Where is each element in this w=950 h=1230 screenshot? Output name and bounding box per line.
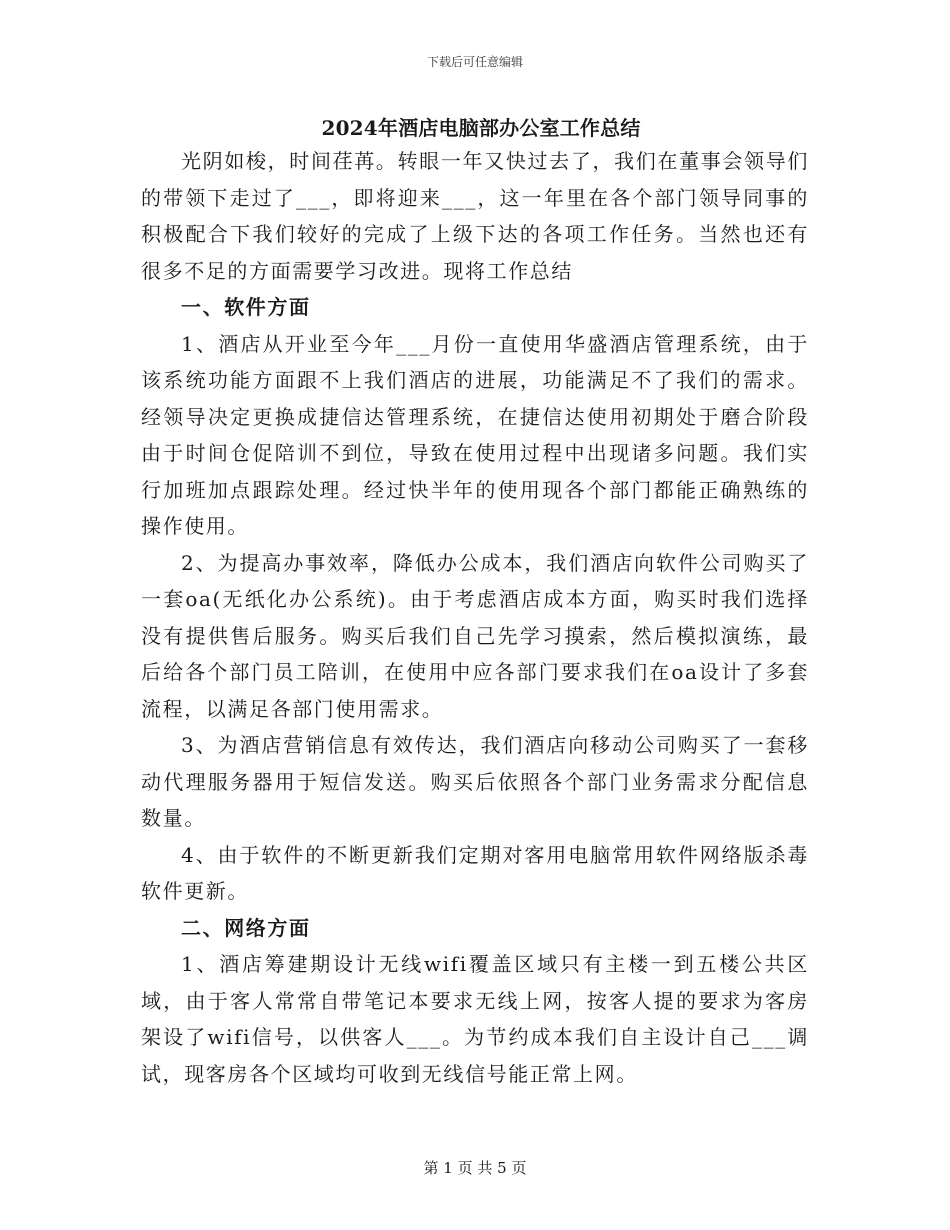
section-heading-network: 二、网络方面: [181, 915, 311, 940]
software-paragraph-4: 4、由于软件的不断更新我们定期对客用电脑常用软件网络版杀毒软件更新。: [141, 842, 809, 903]
document-title: 2024年酒店电脑部办公室工作总结: [321, 116, 641, 140]
header-note: 下载后可任意编辑: [426, 55, 523, 69]
page-number: 第 1 页 共 5 页: [423, 1159, 527, 1177]
document-body: [141, 113, 809, 1092]
intro-paragraph: 光阴如梭，时间荏苒。转眼一年又快过去了，我们在董事会领导们的带领下走过了___，即将迎来___，这一年里在各个部门领导同事的积极配合下我们较好的完成了上级下达的各项工作任务。当然也还有很多不足的方面需要学习改进。现将工作总结: [141, 149, 809, 283]
network-paragraph-1: 1、酒店筹建期设计无线wifi覆盖区域只有主楼一到五楼公共区域，由于客人常常自带笔记本要求无线上网，按客人提的要求为客房架设了wifi信号，以供客人___。为节约成本我们自主设计自己___调试，现客房各个区域均可收到无线信号能正常上网。: [141, 952, 809, 1086]
software-paragraph-1: 1、酒店从开业至今年___月份一直使用华盛酒店管理系统，由于该系统功能方面跟不上我们酒店的进展，功能满足不了我们的需求。经领导决定更换成捷信达管理系统，在捷信达使用初期处于磨合阶段由于时间仓促陪训不到位，导致在使用过程中出现诸多问题。我们实行加班加点跟踪处理。经过快半年的使用现各个部门都能正确熟练的操作使用。: [141, 331, 809, 538]
software-paragraph-3: 3、为酒店营销信息有效传达，我们酒店向移动公司购买了一套移动代理服务器用于短信发送。购买后依照各个部门业务需求分配信息数量。: [141, 733, 809, 830]
software-paragraph-2: 2、为提高办事效率，降低办公成本，我们酒店向软件公司购买了一套oa(无纸化办公系统)。由于考虑酒店成本方面，购买时我们选择没有提供售后服务。购买后我们自己先学习摸索，然后模拟演练，最后给各个部门员工陪训，在使用中应各部门要求我们在oa设计了多套流程，以满足各部门使用需求。: [141, 550, 809, 721]
section-heading-software: 一、软件方面: [181, 295, 311, 319]
